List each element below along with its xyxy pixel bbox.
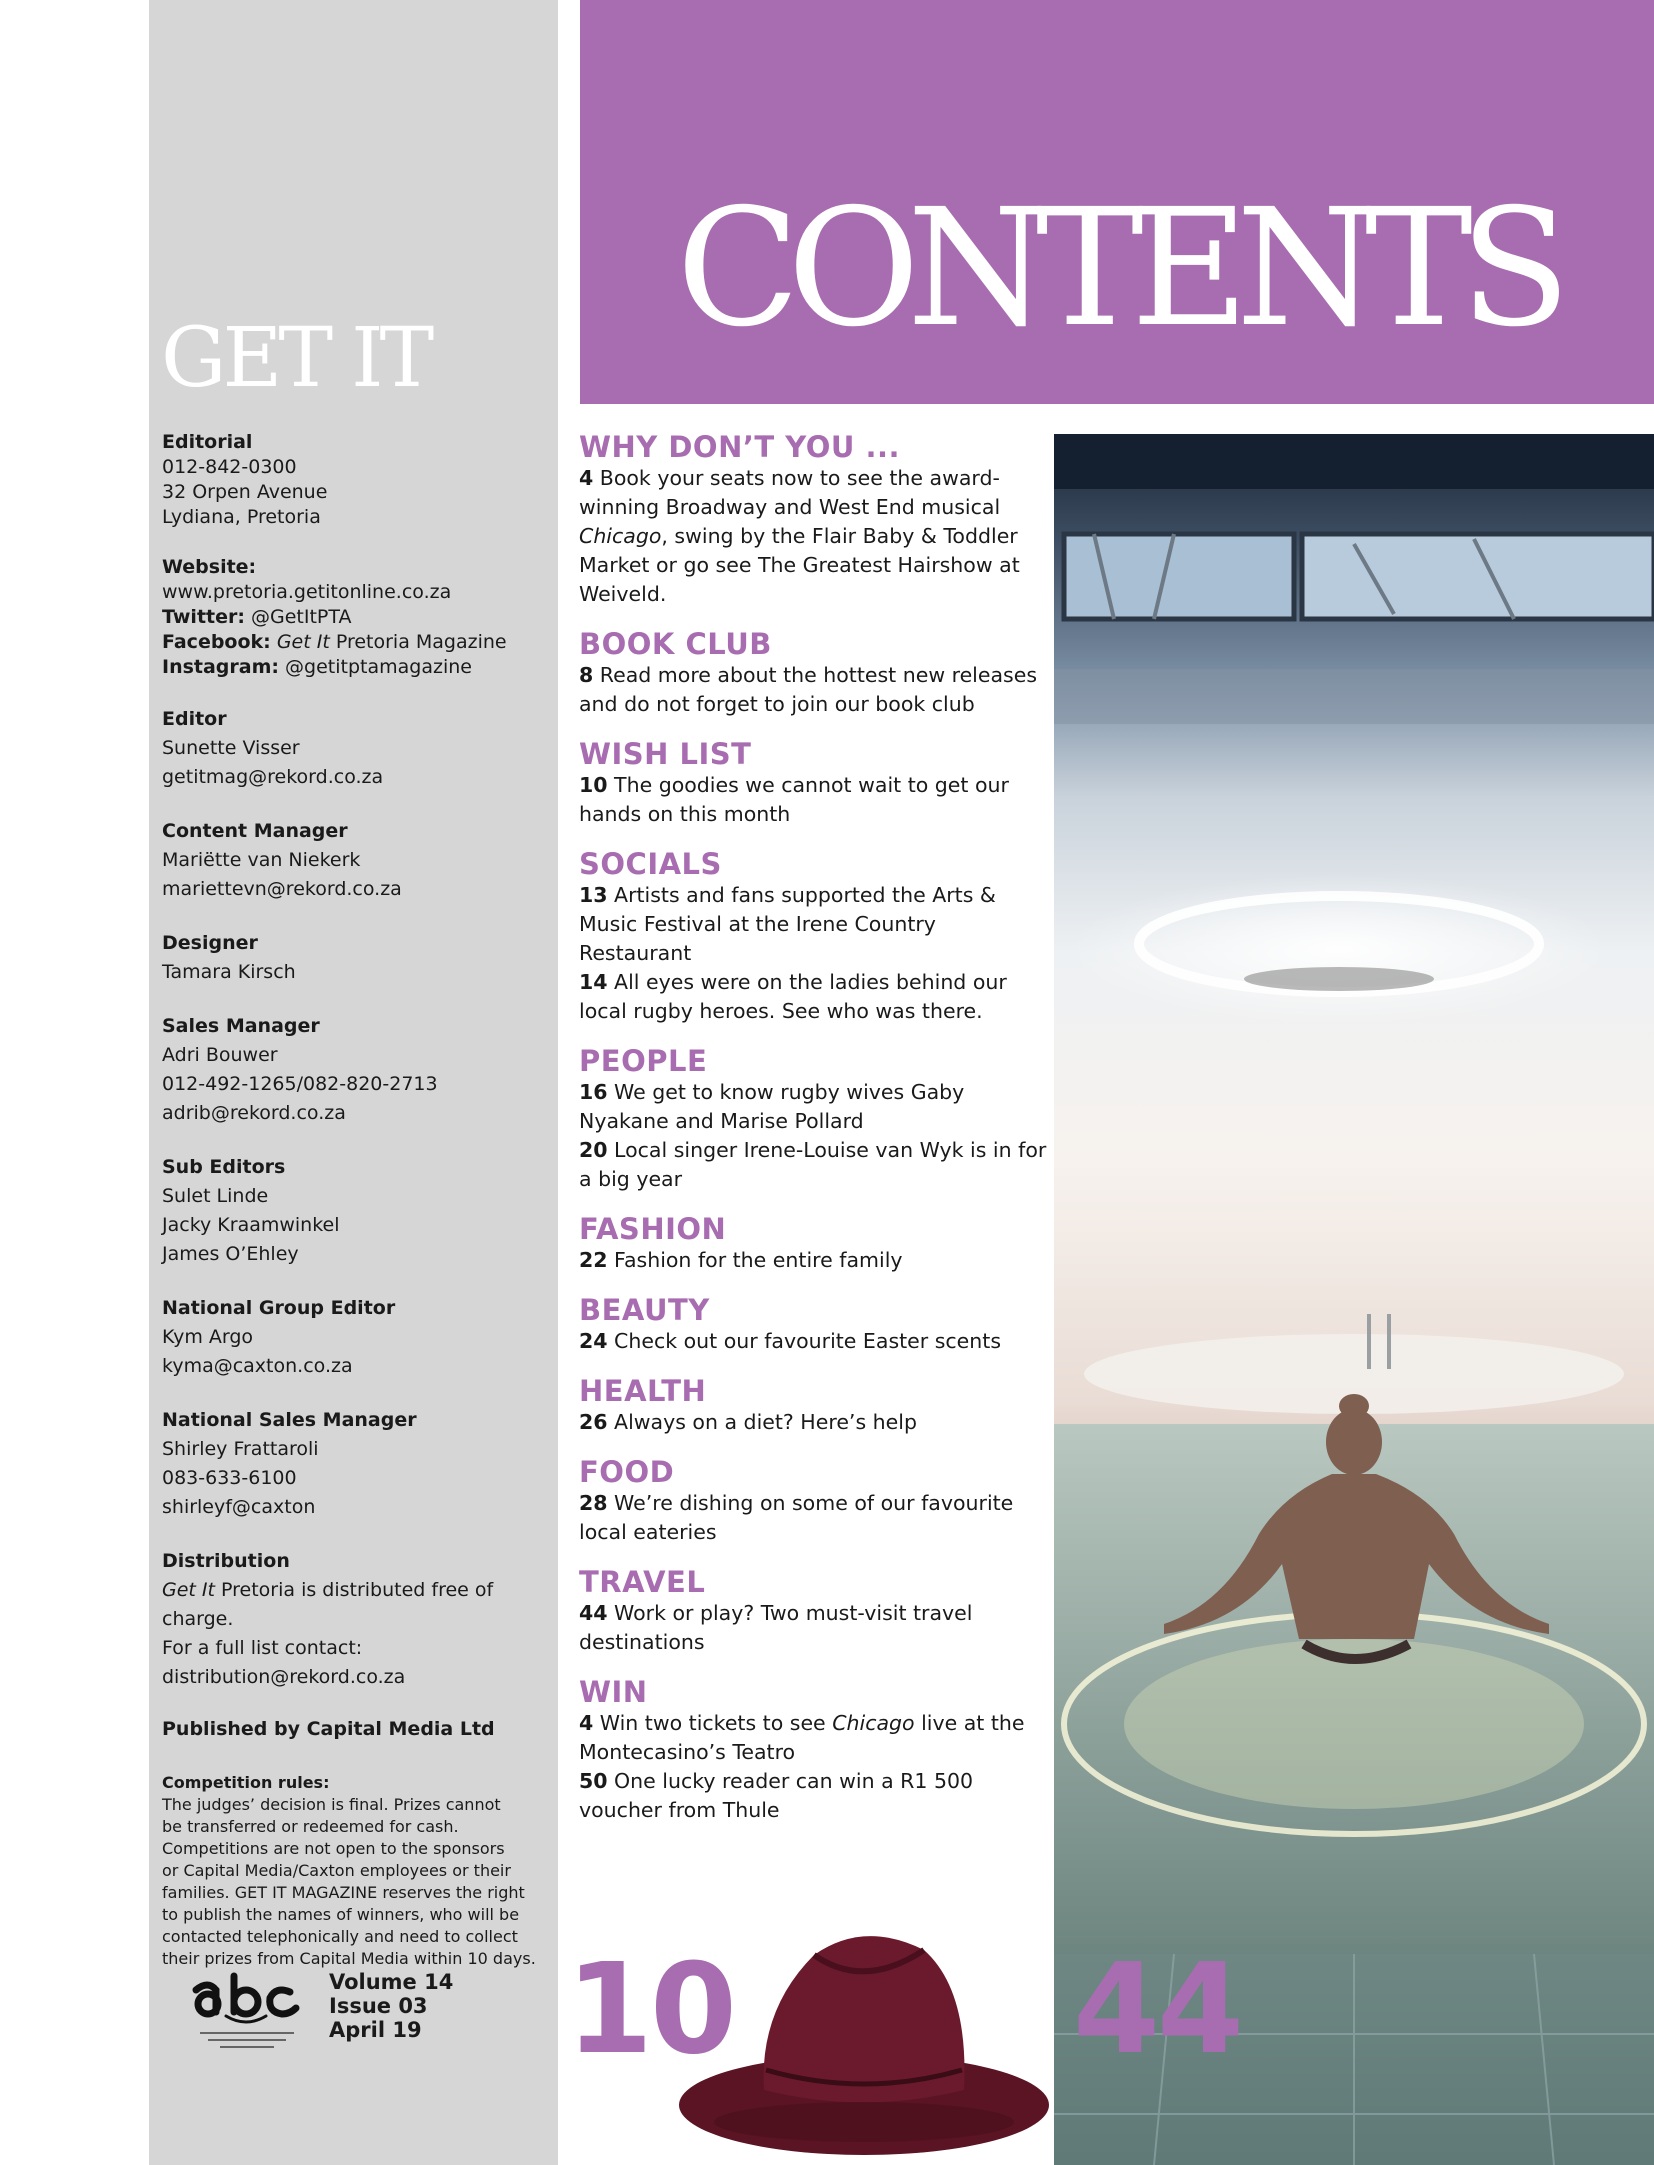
national-sales-manager-email[interactable]: shirleyf@caxton: [162, 1496, 316, 1518]
sales-manager-heading: Sales Manager: [162, 1015, 320, 1037]
competition-rules-line: or Capital Media/Caxton employees or their: [162, 1861, 511, 1880]
toc-page-number: 14: [579, 970, 608, 994]
editor-email[interactable]: getitmag@rekord.co.za: [162, 766, 384, 788]
website-url[interactable]: www.pretoria.getitonline.co.za: [162, 581, 452, 603]
competition-rules-line: be transferred or redeemed for cash.: [162, 1817, 459, 1836]
toc-page-number: 13: [579, 883, 608, 907]
toc-section: [579, 430, 1049, 609]
toc-section-heading: PEOPLE: [579, 1044, 708, 1078]
sub-editor-name: Jacky Kraamwinkel: [162, 1214, 340, 1236]
toc-entry[interactable]: [579, 771, 1049, 829]
designer-block: [162, 929, 550, 987]
sub-editors-block: [162, 1153, 550, 1269]
toc-section-heading: WIN: [579, 1675, 648, 1709]
toc-entry[interactable]: [579, 1408, 1049, 1437]
toc-entry-text: One lucky reader can win a R1 500 voucher from Thule: [579, 1769, 974, 1822]
issue-volume: Volume 14: [329, 1970, 454, 1994]
instagram-line: [162, 655, 550, 680]
facebook-brand: Get It: [276, 631, 330, 653]
toc-section: [579, 1044, 1049, 1194]
instagram-handle[interactable]: @getitptamagazine: [279, 656, 472, 678]
competition-rules: [162, 1772, 550, 1970]
spa-pool-illustration: [1054, 434, 1654, 2165]
editor-heading: Editor: [162, 708, 227, 730]
national-sales-manager-name: Shirley Frattaroli: [162, 1438, 319, 1460]
toc-section: [579, 1455, 1049, 1547]
toc-page-number: 16: [579, 1080, 608, 1104]
toc-entry[interactable]: [579, 464, 1049, 609]
sub-editor-name: James O’Ehley: [162, 1243, 299, 1265]
website-label: Website:: [162, 556, 257, 578]
toc-entry-title-italic: Chicago: [579, 524, 662, 548]
toc-entry-text: Read more about the hottest new releases and do not forget to join our book club: [579, 663, 1038, 716]
twitter-handle[interactable]: @GetItPTA: [244, 606, 352, 628]
toc-section: [579, 737, 1049, 829]
content-manager-heading: Content Manager: [162, 820, 348, 842]
toc-section-heading: WISH LIST: [579, 737, 752, 771]
national-sales-manager-phone: 083-633-6100: [162, 1467, 297, 1489]
toc-entry[interactable]: [579, 1767, 1049, 1825]
toc-entry-text: Work or play? Two must-visit travel destinations: [579, 1601, 973, 1654]
toc-section-heading: BOOK CLUB: [579, 627, 772, 661]
toc-entry[interactable]: [579, 968, 1049, 1026]
toc-entry[interactable]: [579, 1489, 1049, 1547]
national-group-editor-block: [162, 1294, 550, 1381]
competition-rules-heading: Competition rules:: [162, 1773, 330, 1792]
page-title: CONTENTS: [676, 175, 1558, 363]
distribution-email[interactable]: distribution@rekord.co.za: [162, 1666, 406, 1688]
toc-section-heading: FASHION: [579, 1212, 727, 1246]
table-of-contents: [579, 430, 1049, 1843]
toc-page-number: 22: [579, 1248, 608, 1272]
toc-entry[interactable]: [579, 1599, 1049, 1657]
toc-entry-text: The goodies we cannot wait to get our hands on this month: [579, 773, 1009, 826]
toc-section-heading: WHY DON’T YOU ...: [579, 430, 901, 464]
sales-manager-phone: 012-492-1265/082-820-2713: [162, 1073, 438, 1095]
toc-entry[interactable]: [579, 1136, 1049, 1194]
toc-section-heading: SOCIALS: [579, 847, 722, 881]
national-group-editor-email[interactable]: kyma@caxton.co.za: [162, 1355, 353, 1377]
toc-section: [579, 1565, 1049, 1657]
toc-entry-text: live at the Montecasino’s Teatro: [579, 1711, 1025, 1764]
editorial-block: [162, 430, 550, 530]
toc-page-number: 24: [579, 1329, 608, 1353]
fedora-hat-image: [664, 1900, 1054, 2165]
content-manager-email[interactable]: mariettevn@rekord.co.za: [162, 878, 402, 900]
toc-page-number: 26: [579, 1410, 608, 1434]
distribution-brand: Get It: [162, 1579, 215, 1601]
editor-name: Sunette Visser: [162, 737, 300, 759]
twitter-line: [162, 605, 550, 630]
toc-entry-text: Always on a diet? Here’s help: [607, 1410, 917, 1434]
toc-entry-text: , swing by the Flair Baby & Toddler Market or go see The Greatest Hairshow at Weiveld.: [579, 524, 1020, 606]
toc-page-number: 10: [579, 773, 608, 797]
sales-manager-name: Adri Bouwer: [162, 1044, 278, 1066]
spa-pool-photo: [1054, 434, 1654, 2165]
editorial-address-line1: 32 Orpen Avenue: [162, 481, 328, 503]
distribution-text-line1: Pretoria is distributed free of charge.: [162, 1579, 494, 1630]
national-group-editor-name: Kym Argo: [162, 1326, 254, 1348]
distribution-heading: Distribution: [162, 1550, 290, 1572]
page-callout-right: 44: [1073, 1937, 1241, 2082]
twitter-label: Twitter:: [162, 606, 245, 628]
abc-audit-logo: [186, 1968, 308, 2054]
competition-rules-line: to publish the names of winners, who will be: [162, 1905, 520, 1924]
issue-number: Issue 03: [329, 1994, 428, 2018]
toc-page-number: 8: [579, 663, 594, 687]
toc-page-number: 28: [579, 1491, 608, 1515]
publisher-line: Published by Capital Media Ltd: [162, 1718, 495, 1740]
masthead-logo: GET IT: [161, 311, 431, 406]
competition-rules-line: their prizes from Capital Media within 10 days.: [162, 1949, 536, 1968]
content-manager-block: [162, 817, 550, 904]
online-block: [162, 555, 550, 680]
sub-editor-name: Sulet Linde: [162, 1185, 269, 1207]
toc-entry[interactable]: [579, 1709, 1049, 1767]
toc-entry-text: We’re dishing on some of our favourite local eateries: [579, 1491, 1014, 1544]
toc-entry-text: Local singer Irene-Louise van Wyk is in for a big year: [579, 1138, 1047, 1191]
toc-section-heading: HEALTH: [579, 1374, 707, 1408]
toc-section: [579, 1374, 1049, 1437]
toc-section-heading: BEAUTY: [579, 1293, 710, 1327]
sales-manager-block: [162, 1012, 550, 1128]
page-callout-left: 10: [566, 1937, 734, 2082]
toc-page-number: 44: [579, 1601, 608, 1625]
distribution-text-line2: For a full list contact:: [162, 1637, 363, 1659]
competition-rules-line: families. GET IT MAGAZINE reserves the right: [162, 1883, 525, 1902]
national-sales-manager-block: [162, 1406, 550, 1522]
distribution-block: [162, 1547, 550, 1692]
facebook-line: [162, 630, 550, 655]
editorial-heading: Editorial: [162, 431, 253, 453]
toc-entry-text: Check out our favourite Easter scents: [607, 1329, 1001, 1353]
issue-date: April 19: [329, 2018, 422, 2042]
toc-entry-text: Artists and fans supported the Arts & Music Festival at the Irene Country Restaurant: [579, 883, 996, 965]
toc-entry-text: Book your seats now to see the award-winning Broadway and West End musical: [579, 466, 1001, 519]
toc-entry-text: We get to know rugby wives Gaby Nyakane and Marise Pollard: [579, 1080, 965, 1133]
toc-section-heading: TRAVEL: [579, 1565, 706, 1599]
competition-rules-line: The judges’ decision is final. Prizes cannot: [162, 1795, 501, 1814]
facebook-page[interactable]: Pretoria Magazine: [329, 631, 507, 653]
toc-page-number: 20: [579, 1138, 608, 1162]
editor-block: [162, 705, 550, 792]
toc-section: [579, 847, 1049, 1026]
instagram-label: Instagram:: [162, 656, 279, 678]
editorial-phone: 012-842-0300: [162, 456, 297, 478]
toc-section: [579, 1675, 1049, 1825]
website-line: [162, 555, 550, 605]
national-sales-manager-heading: National Sales Manager: [162, 1409, 417, 1431]
toc-entry-text: Win two tickets to see: [593, 1711, 833, 1735]
header-band: [580, 0, 1654, 404]
credits-column: [162, 430, 550, 1970]
toc-entry[interactable]: [579, 1078, 1049, 1136]
sub-editors-heading: Sub Editors: [162, 1156, 286, 1178]
national-group-editor-heading: National Group Editor: [162, 1297, 396, 1319]
designer-heading: Designer: [162, 932, 258, 954]
issue-info: [329, 1970, 453, 2042]
content-manager-name: Mariëtte van Niekerk: [162, 849, 361, 871]
toc-entry-title-italic: Chicago: [832, 1711, 915, 1735]
toc-section: [579, 1212, 1049, 1275]
toc-entry[interactable]: [579, 661, 1049, 719]
toc-entry[interactable]: [579, 1327, 1049, 1356]
toc-entry[interactable]: [579, 1246, 1049, 1275]
distribution-text: [162, 1576, 550, 1634]
toc-page-number: 4: [579, 466, 594, 490]
competition-rules-line: contacted telephonically and need to collect: [162, 1927, 518, 1946]
toc-page-number: 50: [579, 1769, 608, 1793]
toc-section-heading: FOOD: [579, 1455, 675, 1489]
toc-entry-text: Fashion for the entire family: [607, 1248, 903, 1272]
toc-section: [579, 1293, 1049, 1356]
competition-rules-line: Competitions are not open to the sponsors: [162, 1839, 505, 1858]
facebook-label: Facebook:: [162, 631, 271, 653]
toc-entry-text: All eyes were on the ladies behind our local rugby heroes. See who was there.: [579, 970, 1007, 1023]
toc-section: [579, 627, 1049, 719]
toc-page-number: 4: [579, 1711, 594, 1735]
toc-entry[interactable]: [579, 881, 1049, 968]
sales-manager-email[interactable]: adrib@rekord.co.za: [162, 1102, 346, 1124]
editorial-address-line2: Lydiana, Pretoria: [162, 506, 321, 528]
designer-name: Tamara Kirsch: [162, 961, 296, 983]
